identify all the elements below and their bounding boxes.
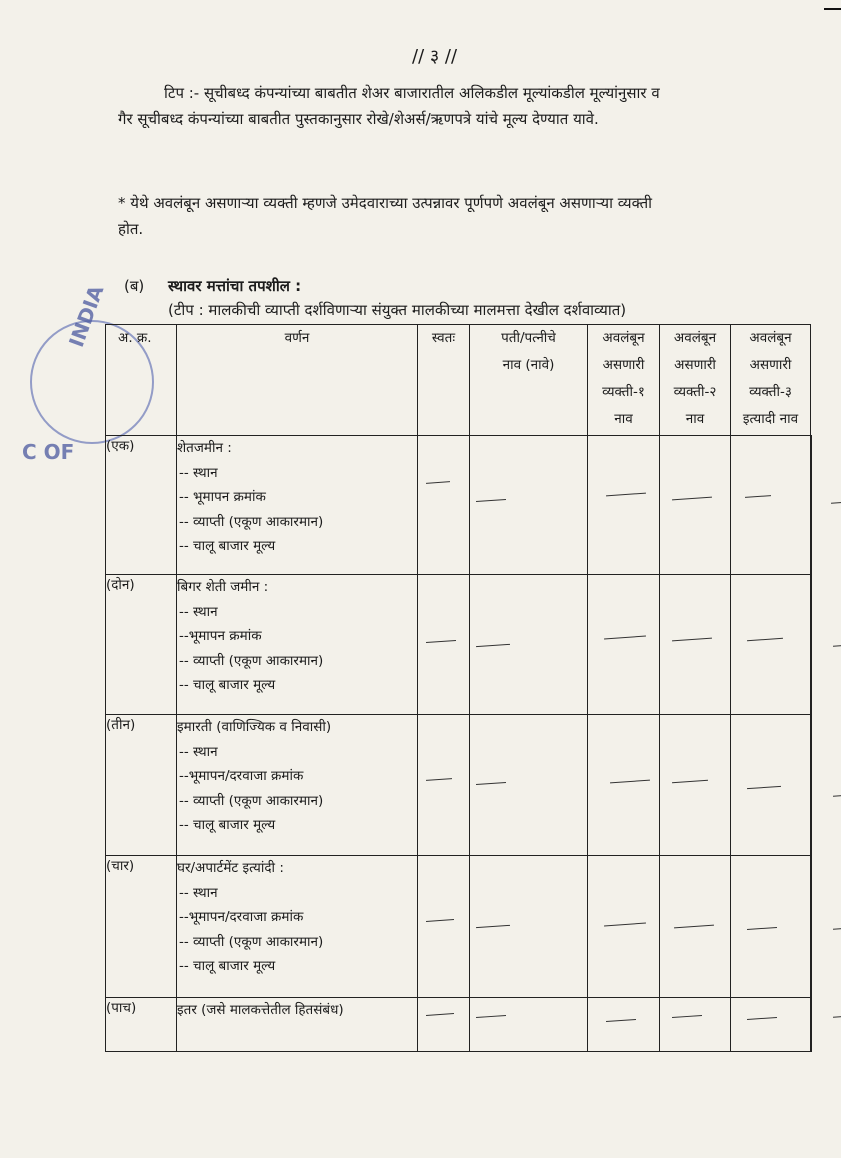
header-dep3-line: व्यक्ती-३ <box>749 384 792 400</box>
entry-cell <box>811 856 812 998</box>
footnote-line-1: * येथे अवलंबून असणाऱ्या व्यक्ती म्हणजे उमेदवाराच्या उत्पन्नावर पूर्णपणे अवलंबून असणाऱ्या व्यक्ती <box>118 194 653 212</box>
entry-cell <box>588 436 660 575</box>
row-subitem: -- व्याप्ती (एकूण आकारमान) <box>179 933 324 950</box>
handwritten-dash <box>610 780 650 784</box>
row-serial: (तीन) <box>106 715 177 856</box>
handwritten-dash <box>476 925 510 928</box>
row-subitem: -- चालू बाजार मूल्य <box>179 538 276 554</box>
handwritten-dash <box>476 499 506 502</box>
entry-cell <box>811 436 812 575</box>
entry-cell <box>588 575 660 715</box>
header-spouse <box>470 325 588 436</box>
row-serial: (पाच) <box>106 998 177 1052</box>
row-subitem: --भूमापन क्रमांक <box>179 628 262 644</box>
note-line-1: टिप :- सूचीबध्द कंपन्यांच्या बाबतीत शेअर बाजारातील अलिकडील मूल्यांकडील मूल्यांनुसार व <box>164 84 660 102</box>
header-sr: अ. क्र. <box>106 325 177 436</box>
header-self: स्वतः <box>418 325 470 436</box>
entry-cell <box>731 998 811 1052</box>
row-description <box>177 715 418 856</box>
header-dep2-line: व्यक्ती-२ <box>673 384 717 400</box>
table-row <box>106 715 812 856</box>
header-dep1-line: अवलंबून <box>602 330 645 346</box>
entry-cell <box>811 715 812 856</box>
row-title: घर/अपार्टमेंट इत्यांदी : <box>177 860 284 876</box>
row-subitem: -- स्थान <box>179 884 218 901</box>
handwritten-dash <box>672 638 712 642</box>
entry-cell <box>418 715 470 856</box>
handwritten-dash <box>672 780 708 784</box>
handwritten-dash <box>476 644 510 647</box>
handwritten-dash <box>674 925 714 929</box>
row-subitem: -- स्थान <box>179 464 218 481</box>
row-description <box>177 436 418 575</box>
entry-cell <box>660 715 731 856</box>
entry-cell <box>418 998 470 1052</box>
header-dep1-line: व्यक्ती-१ <box>602 384 645 400</box>
handwritten-dash <box>672 1015 702 1018</box>
entry-cell <box>811 998 812 1052</box>
row-title: बिगर शेती जमीन : <box>177 579 269 595</box>
handwritten-dash <box>747 786 781 789</box>
entry-cell <box>731 715 811 856</box>
row-title: इमारती (वाणिज्यिक व निवासी) <box>177 719 332 735</box>
handwritten-dash <box>426 919 454 922</box>
page-number: // ३ // <box>412 46 458 67</box>
section-title: स्थावर मत्तांचा तपशील : <box>168 277 302 295</box>
immovable-assets-table <box>105 324 812 1052</box>
row-subitem: -- भूमापन क्रमांक <box>179 489 266 505</box>
row-subitem: --भूमापन/दरवाजा क्रमांक <box>179 909 304 925</box>
entry-cell <box>731 856 811 998</box>
header-dependent-1 <box>588 325 660 436</box>
handwritten-dash <box>426 481 450 484</box>
entry-cell <box>588 998 660 1052</box>
entry-cell <box>660 575 731 715</box>
handwritten-dash <box>476 1015 506 1018</box>
row-subitem: -- स्थान <box>179 743 218 760</box>
handwritten-dash <box>606 493 646 497</box>
table-row <box>106 575 812 715</box>
row-subitem: -- चालू बाजार मूल्य <box>179 958 276 974</box>
row-title: शेतजमीन : <box>177 440 232 456</box>
handwritten-dash <box>747 1017 777 1020</box>
handwritten-dash <box>426 640 456 643</box>
row-subitem: -- चालू बाजार मूल्य <box>179 817 276 833</box>
row-serial: (एक) <box>106 436 177 575</box>
entry-cell <box>470 856 588 998</box>
footnote-paragraph <box>118 190 778 242</box>
entry-cell <box>588 856 660 998</box>
row-subitem: -- व्याप्ती (एकूण आकारमान) <box>179 513 324 530</box>
header-dep3-line: अवलंबून <box>749 330 792 346</box>
header-description: वर्णन <box>177 325 418 436</box>
handwritten-dash <box>831 501 841 504</box>
header-spouse-line: नाव (नावे) <box>502 357 555 373</box>
entry-cell <box>811 575 812 715</box>
table-header-row <box>106 325 812 436</box>
handwritten-dash <box>476 782 506 785</box>
header-dep3-line: इत्यादी नाव <box>742 411 799 427</box>
entry-cell <box>660 436 731 575</box>
table-row <box>106 436 812 575</box>
entry-cell <box>418 436 470 575</box>
note-paragraph <box>118 80 778 132</box>
row-serial: (दोन) <box>106 575 177 715</box>
header-dependent-3 <box>731 325 811 436</box>
handwritten-dash <box>426 1013 454 1016</box>
row-subitem: --भूमापन/दरवाजा क्रमांक <box>179 768 304 784</box>
header-dep1-line: नाव <box>614 411 633 427</box>
header-dep2-line: नाव <box>685 411 705 427</box>
entry-cell <box>731 575 811 715</box>
row-subitem: -- चालू बाजार मूल्य <box>179 677 276 693</box>
section-tip: (टीप : मालकीची व्याप्ती दर्शविणाऱ्या संयुक्त मालकीच्या मालमत्ता देखील दर्शवाव्यात) <box>168 301 627 319</box>
table-row <box>106 998 812 1052</box>
entry-cell <box>660 856 731 998</box>
entry-cell <box>418 856 470 998</box>
handwritten-dash <box>833 644 841 647</box>
handwritten-dash <box>747 927 777 930</box>
row-serial: (चार) <box>106 856 177 998</box>
entry-cell <box>660 998 731 1052</box>
entry-cell <box>588 715 660 856</box>
section-label: (ब) <box>124 277 145 295</box>
handwritten-dash <box>606 1019 636 1022</box>
handwritten-dash <box>833 927 841 930</box>
handwritten-dash <box>604 636 646 640</box>
header-dep2-line: अवलंबून <box>673 330 717 346</box>
handwritten-dash <box>426 778 452 781</box>
handwritten-dash <box>672 497 712 501</box>
entry-cell <box>470 715 588 856</box>
header-spouse-line: पती/पत्नीचे <box>501 330 556 346</box>
corner-mark <box>824 8 841 10</box>
header-dependent-2 <box>660 325 731 436</box>
note-line-2: गैर सूचीबध्द कंपन्यांच्या बाबतीत पुस्तकानुसार रोखे/शेअर्स/ऋणपत्रे यांचे मूल्य देण्यात यावे. <box>118 110 599 128</box>
handwritten-dash <box>833 794 841 797</box>
handwritten-dash <box>604 923 646 927</box>
stamp-text-lower: C OF <box>22 440 75 464</box>
stamp-text: INDIA <box>64 282 109 351</box>
header-dep1-line: असणारी <box>602 357 645 373</box>
table-row <box>106 856 812 998</box>
header-dep3-line: असणारी <box>749 357 792 373</box>
entry-cell <box>731 436 811 575</box>
row-description <box>177 856 418 998</box>
header-dep2-line: असणारी <box>674 357 716 373</box>
entry-cell <box>470 575 588 715</box>
entry-cell <box>470 998 588 1052</box>
row-title: इतर (जसे मालकत्तेतील हितसंबंध) <box>177 1002 344 1018</box>
row-description <box>177 575 418 715</box>
row-subitem: -- स्थान <box>179 603 218 620</box>
entry-cell <box>470 436 588 575</box>
handwritten-dash <box>833 1015 841 1018</box>
handwritten-dash <box>745 495 771 498</box>
row-description <box>177 998 418 1052</box>
row-subitem: -- व्याप्ती (एकूण आकारमान) <box>179 792 324 809</box>
handwritten-dash <box>747 638 783 642</box>
footnote-line-2: होत. <box>118 220 144 238</box>
row-subitem: -- व्याप्ती (एकूण आकारमान) <box>179 652 324 669</box>
entry-cell <box>418 575 470 715</box>
